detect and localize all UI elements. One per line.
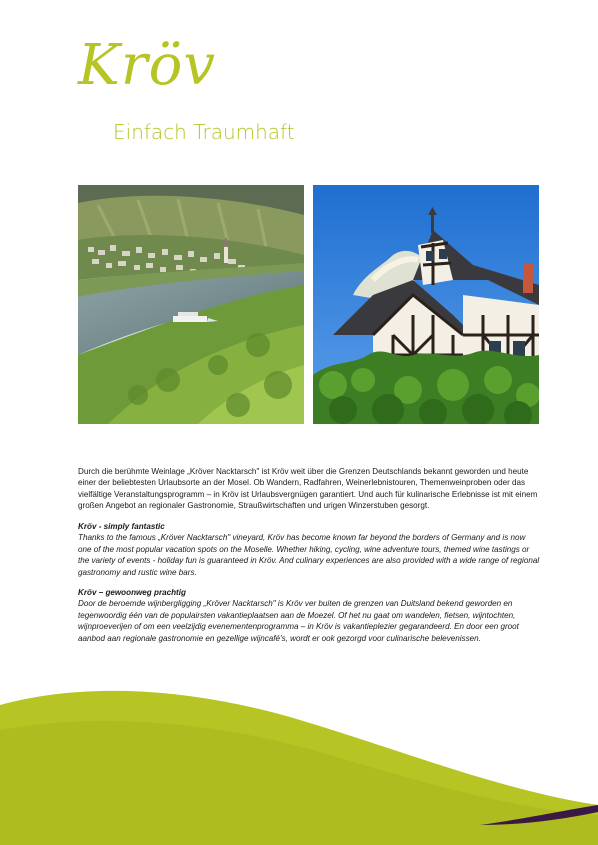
half-timbered-house-illustration bbox=[313, 185, 539, 424]
dutch-heading: Kröv – gewoonweg prachtig bbox=[78, 588, 186, 597]
dutch-body-text: Door de beroemde wijnbergligging „Kröver Nacktarsch" is Kröv ver buiten de grenzen van Duitsland bekend geworden en tegenwoordig één van de populairsten vakantieplaatsen aan de Moezel. Of het nu gaat om wandelen, fietsen, wijntochten, wijnproeverijen of om een veelzijdig evenementenprogramma – in Kröv is vakantieplezier gegarandeerd. En door een groot aanbod aan regionale gastronomie en gezellige wijncafé's, wordt er ook gezorgd voor culinarische belevenissen. bbox=[78, 599, 519, 643]
half-timbered-house-photo bbox=[313, 185, 539, 424]
dutch-text-block bbox=[78, 587, 540, 644]
moselle-valley-photo bbox=[78, 185, 304, 424]
moselle-valley-illustration bbox=[78, 185, 304, 424]
page-title: Kröv bbox=[78, 33, 216, 98]
german-text-block bbox=[78, 466, 540, 512]
english-text-block bbox=[78, 521, 540, 578]
decorative-footer-wave bbox=[0, 680, 598, 845]
english-body-text: Thanks to the famous „Kröver Nacktarsch" vineyard, Kröv has become known far beyond the borders of Germany and is now one of the most popular vacation spots on the Moselle. Whether hiking, cycling, wine adventure tours, themed wine tastings or the variety of events - holiday fun is guaranteed in Kröv. And culinary experiences are also provided with a wide range of regional gastronomy and rustic wine bars. bbox=[78, 533, 540, 577]
page-subtitle: Einfach Traumhaft bbox=[113, 120, 295, 144]
german-body-text: Durch die berühmte Weinlage „Kröver Nacktarsch" ist Kröv weit über die Grenzen Deutschlands bekannt geworden und heute einer der beliebtesten Urlaubsorte an der Mosel. Ob Wandern, Radfahren, Weinerlebnistouren, Themenweinproben oder das vielfältige Veranstaltungsprogramm – in Kröv ist Urlaubsvergnügen garantiert. Und auch für kulinarische Erlebnisse ist mit einem großen Angebot an regionaler Gastronomie, Straußwirtschaften und urigen Winzerstuben gesorgt. bbox=[78, 467, 538, 511]
english-heading: Kröv - simply fantastic bbox=[78, 522, 165, 531]
